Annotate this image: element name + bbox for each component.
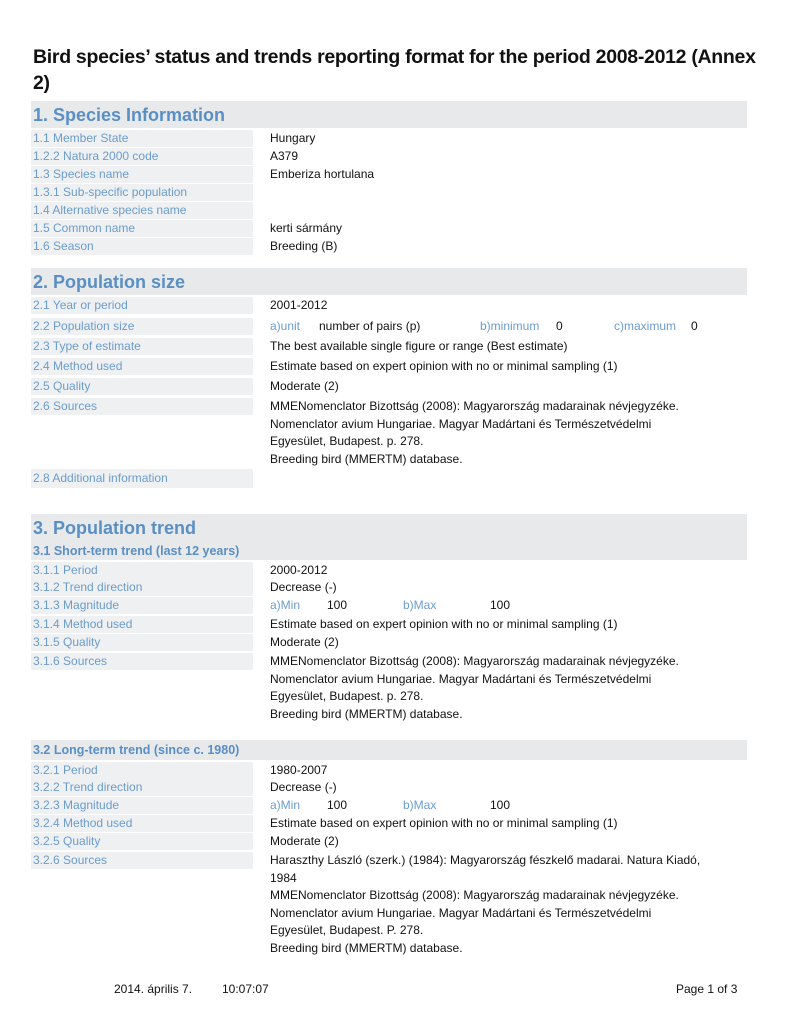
minimum-label: b)minimum xyxy=(480,319,540,333)
field-row xyxy=(31,184,747,201)
field-label: 1.3 Species name xyxy=(31,166,253,183)
max-value: 100 xyxy=(490,598,511,612)
field-value: kerti sármány xyxy=(270,221,343,235)
field-row xyxy=(31,833,747,850)
source-line: Breeding bird (MMERTM) database. xyxy=(270,940,463,955)
field-label: 3.1.4 Method used xyxy=(31,616,253,633)
field-label: 3.1.1 Period xyxy=(31,562,253,579)
field-label: 3.1.2 Trend direction xyxy=(31,579,253,596)
field-label: 3.1.5 Quality xyxy=(31,634,253,651)
source-line: Egyesület, Budapest. p. 278. xyxy=(270,689,424,703)
field-label: 1.2.2 Natura 2000 code xyxy=(31,148,253,165)
field-label: 2.2 Population size xyxy=(31,318,253,335)
field-row xyxy=(31,762,747,779)
footer-date: 2014. április 7. xyxy=(114,982,193,996)
unit-label: a)unit xyxy=(270,319,301,333)
field-label: 1.4 Alternative species name xyxy=(31,202,253,219)
field-label: 1.1 Member State xyxy=(31,130,253,147)
field-row xyxy=(31,469,747,488)
source-line: MMENomenclator Bizottság (2008): Magyarország madarainak névjegyzéke. xyxy=(270,654,679,668)
field-row xyxy=(31,130,747,147)
max-label: b)Max xyxy=(403,798,437,812)
source-line: Breeding bird (MMERTM) database. xyxy=(270,451,463,466)
min-label: a)Min xyxy=(270,598,301,612)
field-label: 3.2.6 Sources xyxy=(31,852,253,869)
max-value: 100 xyxy=(490,798,511,812)
source-line: Nomenclator avium Hungariae. Magyar Madártani és Természetvédelmi xyxy=(270,905,652,920)
field-label: 1.6 Season xyxy=(31,238,253,255)
field-row xyxy=(31,166,747,183)
field-row xyxy=(31,358,747,375)
field-row xyxy=(31,338,747,355)
sources-text xyxy=(270,653,679,723)
page-title: Bird species’ status and trends reporting format for the period 2008-2012 (Annex 2) xyxy=(33,46,756,94)
page-number: Page 1 of 3 xyxy=(676,982,738,996)
field-row xyxy=(31,202,747,219)
field-value: Decrease (-) xyxy=(270,580,337,594)
field-label: 3.1.6 Sources xyxy=(31,653,253,670)
field-label: 3.2.2 Trend direction xyxy=(31,779,253,796)
field-row xyxy=(31,562,747,579)
source-line: Egyesület, Budapest. p. 278. xyxy=(270,434,424,448)
field-label: 3.2.4 Method used xyxy=(31,815,253,832)
field-label: 3.2.3 Magnitude xyxy=(31,797,253,814)
short-term-heading: 3.1 Short-term trend (last 12 years) xyxy=(33,544,240,558)
field-row xyxy=(31,634,747,651)
field-label: 1.3.1 Sub-specific population xyxy=(31,184,253,201)
field-label: 2.5 Quality xyxy=(31,378,253,395)
field-row xyxy=(31,297,747,314)
source-line: Haraszthy László (szerk.) (1984): Magyarország fészkelő madarai. Natura Kiadó, xyxy=(270,853,701,867)
field-value: Emberiza hortulana xyxy=(270,167,375,181)
max-label: b)Max xyxy=(403,598,437,612)
field-value: Hungary xyxy=(270,131,316,145)
field-value: 2001-2012 xyxy=(270,298,328,312)
min-label: a)Min xyxy=(270,798,301,812)
source-line: 1984 xyxy=(270,870,297,885)
field-value: Moderate (2) xyxy=(270,379,339,393)
field-row xyxy=(31,579,747,596)
field-value: Estimate based on expert opinion with no or minimal sampling (1) xyxy=(270,816,618,830)
min-value: 100 xyxy=(327,798,348,812)
field-label: 2.6 Sources xyxy=(31,398,253,415)
source-line: Nomenclator avium Hungariae. Magyar Madártani és Természetvédelmi xyxy=(270,416,652,431)
field-row xyxy=(31,378,747,395)
long-term-heading: 3.2 Long-term trend (since c. 1980) xyxy=(33,743,240,757)
field-value: Moderate (2) xyxy=(270,834,339,848)
field-row xyxy=(31,779,747,796)
field-label: 3.1.3 Magnitude xyxy=(31,597,253,614)
field-label: 1.5 Common name xyxy=(31,220,253,237)
field-value: Breeding (B) xyxy=(270,239,338,253)
field-row xyxy=(31,220,747,237)
field-value: The best available single figure or range (Best estimate) xyxy=(270,339,568,353)
maximum-label: c)maximum xyxy=(614,319,676,333)
field-row xyxy=(31,815,747,832)
field-row xyxy=(31,597,747,614)
field-label: 2.3 Type of estimate xyxy=(31,338,253,355)
section-3-heading: 3. Population trend xyxy=(33,518,197,538)
field-value: Decrease (-) xyxy=(270,780,337,794)
field-label: 2.4 Method used xyxy=(31,358,253,375)
source-line: Breeding bird (MMERTM) database. xyxy=(270,706,463,721)
field-value: Estimate based on expert opinion with no or minimal sampling (1) xyxy=(270,359,618,373)
field-value: A379 xyxy=(270,149,299,163)
field-value: Moderate (2) xyxy=(270,635,339,649)
field-label: 2.1 Year or period xyxy=(31,297,253,314)
field-value: 2000-2012 xyxy=(270,563,328,577)
sources-text xyxy=(270,398,679,468)
field-label: 2.8 Additional information xyxy=(31,469,253,488)
source-line: MMENomenclator Bizottság (2008): Magyarország madarainak névjegyzéke. xyxy=(270,888,679,902)
source-line: Nomenclator avium Hungariae. Magyar Madártani és Természetvédelmi xyxy=(270,671,652,686)
section-1-heading: 1. Species Information xyxy=(33,105,226,125)
field-row xyxy=(31,318,747,335)
field-row xyxy=(31,797,747,814)
footer-time: 10:07:07 xyxy=(222,982,269,996)
field-value: 1980-2007 xyxy=(270,763,328,777)
source-line: Egyesület, Budapest. P. 278. xyxy=(270,923,424,937)
field-label: 3.2.5 Quality xyxy=(31,833,253,850)
maximum-value: 0 xyxy=(691,319,698,333)
field-value: Estimate based on expert opinion with no or minimal sampling (1) xyxy=(270,617,618,631)
unit-value: number of pairs (p) xyxy=(319,319,421,333)
min-value: 100 xyxy=(327,598,348,612)
field-row xyxy=(31,238,747,255)
minimum-value: 0 xyxy=(556,319,563,333)
sources-text xyxy=(270,852,700,957)
section-2-heading: 2. Population size xyxy=(33,272,186,292)
field-row xyxy=(31,148,747,165)
field-row xyxy=(31,616,747,633)
source-line: MMENomenclator Bizottság (2008): Magyarország madarainak névjegyzéke. xyxy=(270,399,679,413)
field-label: 3.2.1 Period xyxy=(31,762,253,779)
